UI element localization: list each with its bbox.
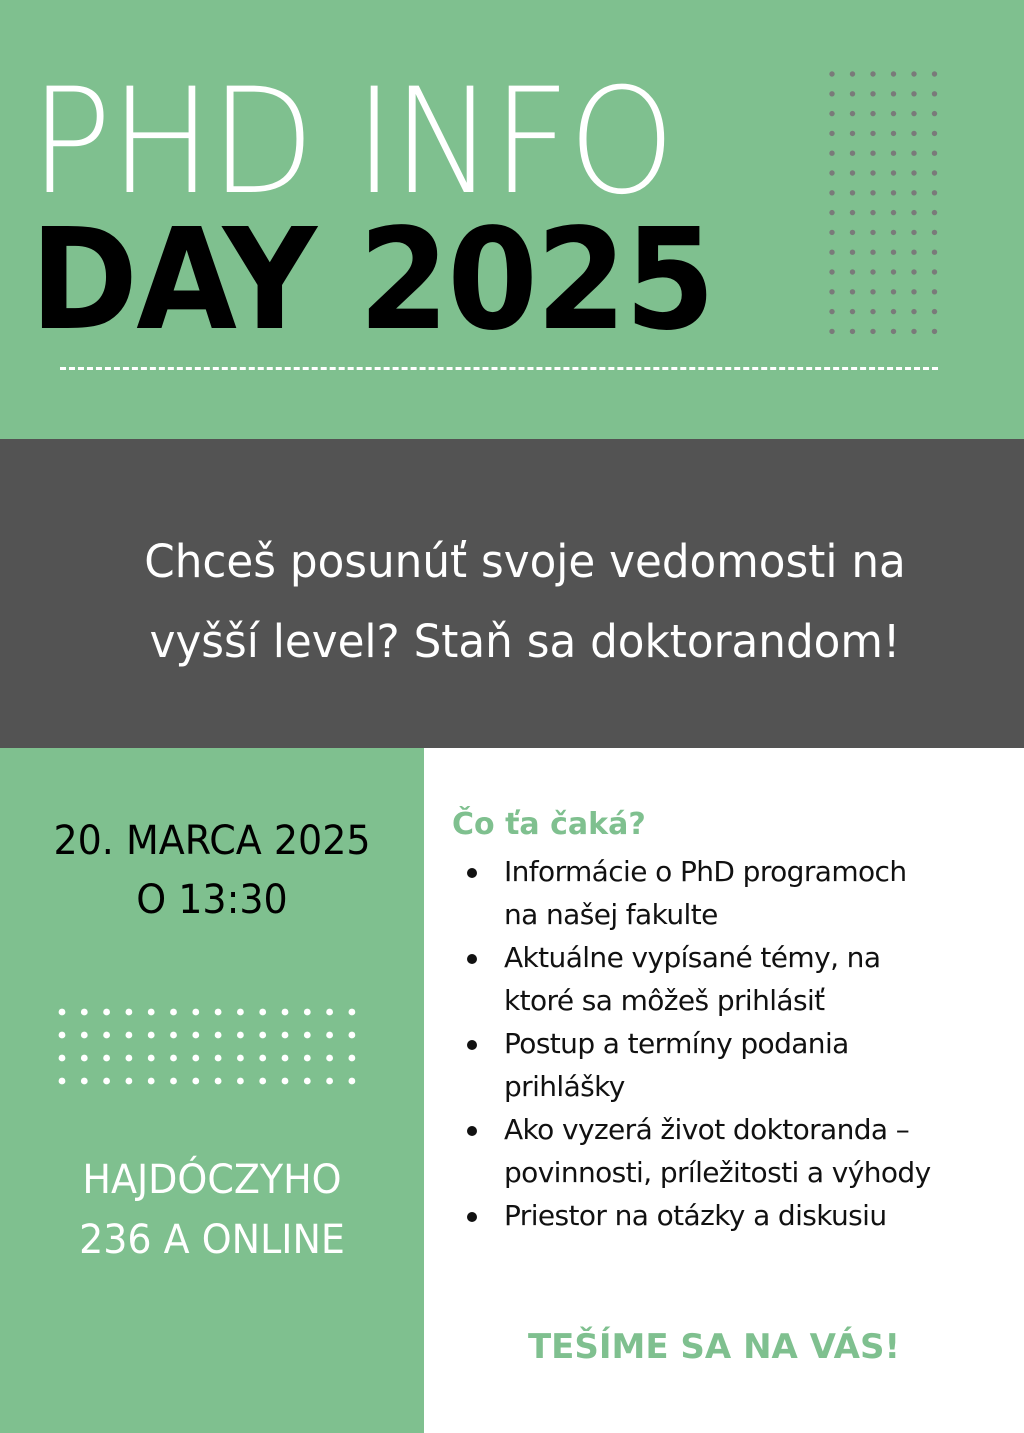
bullet-icon — [467, 954, 477, 964]
dot — [59, 1032, 66, 1039]
dot — [170, 1078, 177, 1085]
dot — [870, 329, 875, 334]
dot — [932, 250, 937, 255]
dot — [282, 1078, 289, 1085]
dot — [911, 210, 916, 215]
dot — [81, 1009, 88, 1016]
dot — [326, 1032, 333, 1039]
agenda-item-line: prihlášky — [504, 1070, 625, 1103]
dot — [829, 151, 834, 156]
dot — [850, 230, 855, 235]
dot — [911, 151, 916, 156]
dot — [259, 1078, 266, 1085]
dot — [911, 230, 916, 235]
dot — [237, 1032, 244, 1039]
dot — [148, 1009, 155, 1016]
agenda-item — [452, 1108, 1012, 1194]
bullet-icon — [467, 868, 477, 878]
agenda-item — [452, 1022, 1012, 1108]
dot — [911, 269, 916, 274]
dot — [148, 1032, 155, 1039]
dot — [126, 1055, 133, 1062]
dot — [911, 91, 916, 96]
dot — [911, 250, 916, 255]
tagline-text — [35, 522, 1015, 682]
dot — [891, 269, 896, 274]
dot — [911, 170, 916, 175]
dot — [349, 1009, 356, 1016]
dot — [81, 1055, 88, 1062]
dot — [891, 111, 896, 116]
dot — [932, 91, 937, 96]
dot — [259, 1032, 266, 1039]
dot — [103, 1055, 110, 1062]
dot — [891, 329, 896, 334]
bullet-icon — [467, 1126, 477, 1136]
dot — [192, 1009, 199, 1016]
dot — [215, 1009, 222, 1016]
agenda-item — [452, 850, 1012, 936]
agenda-heading: Čo ťa čaká? — [452, 807, 646, 842]
dot — [911, 309, 916, 314]
dot — [850, 329, 855, 334]
dot — [829, 111, 834, 116]
dot — [59, 1078, 66, 1085]
dot — [829, 71, 834, 76]
dot — [911, 131, 916, 136]
title-line-1: PHD INFO — [30, 57, 674, 227]
dot — [326, 1078, 333, 1085]
dot — [103, 1032, 110, 1039]
dot — [349, 1078, 356, 1085]
agenda-panel — [424, 748, 1024, 1433]
dot — [870, 170, 875, 175]
dot — [870, 151, 875, 156]
dot — [911, 190, 916, 195]
dot — [870, 71, 875, 76]
dot — [891, 91, 896, 96]
dot — [237, 1055, 244, 1062]
dot — [829, 131, 834, 136]
closing-message: TEŠÍME SA NA VÁS! — [527, 1327, 900, 1367]
dot — [850, 151, 855, 156]
dot — [829, 91, 834, 96]
agenda-item-line: Informácie o PhD programoch — [504, 855, 907, 888]
dot — [304, 1009, 311, 1016]
event-venue — [11, 1150, 414, 1270]
dot — [850, 111, 855, 116]
dot — [59, 1009, 66, 1016]
tagline-line-2: vyšší level? Staň sa doktorandom! — [149, 615, 901, 668]
dot — [870, 131, 875, 136]
dot — [237, 1078, 244, 1085]
dot — [891, 151, 896, 156]
agenda-list — [452, 850, 1012, 1237]
dot — [870, 111, 875, 116]
dot — [850, 210, 855, 215]
dot — [81, 1078, 88, 1085]
dot — [148, 1055, 155, 1062]
dot — [850, 131, 855, 136]
dot — [170, 1055, 177, 1062]
dot — [215, 1055, 222, 1062]
tagline-line-1: Chceš posunúť svoje vedomosti na — [144, 535, 906, 588]
dot — [215, 1078, 222, 1085]
agenda-item-line: ktoré sa môžeš prihlásiť — [504, 984, 825, 1017]
dot — [81, 1032, 88, 1039]
dot — [304, 1055, 311, 1062]
dot — [282, 1009, 289, 1016]
agenda-item-line: povinnosti, príležitosti a výhody — [504, 1156, 931, 1189]
dot — [932, 210, 937, 215]
dot — [850, 289, 855, 294]
dot — [326, 1055, 333, 1062]
dot — [259, 1009, 266, 1016]
dot — [349, 1032, 356, 1039]
agenda-item-line: Aktuálne vypísané témy, na — [504, 941, 881, 974]
dot — [170, 1032, 177, 1039]
dashed-divider — [60, 367, 938, 370]
dot — [850, 190, 855, 195]
dot — [891, 71, 896, 76]
dot — [192, 1032, 199, 1039]
agenda-item — [452, 936, 1012, 1022]
dot — [829, 329, 834, 334]
dot — [850, 250, 855, 255]
dot — [59, 1055, 66, 1062]
dot — [850, 71, 855, 76]
dot — [850, 91, 855, 96]
dot — [829, 230, 834, 235]
dot — [932, 289, 937, 294]
agenda-item — [452, 1194, 1012, 1237]
dot — [932, 111, 937, 116]
dot — [259, 1055, 266, 1062]
dot — [829, 269, 834, 274]
dot — [870, 309, 875, 314]
dot — [829, 190, 834, 195]
dot — [126, 1032, 133, 1039]
dot — [891, 289, 896, 294]
agenda-item-line: Ako vyzerá život doktoranda – — [504, 1113, 910, 1146]
dot — [103, 1009, 110, 1016]
dot — [126, 1078, 133, 1085]
dot — [850, 309, 855, 314]
dot — [192, 1055, 199, 1062]
dot — [911, 329, 916, 334]
event-date-time — [11, 812, 414, 930]
venue-line-1: HAJDÓCZYHO — [82, 1157, 342, 1203]
dot-grid-decoration-left — [56, 1006, 376, 1096]
dot-grid-decoration-top — [826, 68, 946, 348]
dot — [829, 289, 834, 294]
dot — [911, 71, 916, 76]
dot — [829, 309, 834, 314]
event-time: O 13:30 — [136, 877, 288, 923]
dot — [870, 91, 875, 96]
dot — [932, 190, 937, 195]
event-date: 20. MARCA 2025 — [53, 818, 371, 864]
dot — [192, 1078, 199, 1085]
bullet-icon — [467, 1212, 477, 1222]
dot — [932, 269, 937, 274]
dot — [870, 230, 875, 235]
bullet-icon — [467, 1040, 477, 1050]
dot — [932, 131, 937, 136]
dot — [891, 190, 896, 195]
dot — [911, 111, 916, 116]
dot — [829, 210, 834, 215]
dot — [870, 289, 875, 294]
dot — [326, 1009, 333, 1016]
dot — [911, 289, 916, 294]
dot — [891, 210, 896, 215]
dot — [870, 190, 875, 195]
dot — [170, 1009, 177, 1016]
venue-line-2: 236 A ONLINE — [79, 1217, 345, 1263]
dot — [932, 329, 937, 334]
dot — [870, 210, 875, 215]
dot — [829, 170, 834, 175]
dot — [870, 250, 875, 255]
dot — [304, 1032, 311, 1039]
dot — [932, 309, 937, 314]
dot — [126, 1009, 133, 1016]
dot — [932, 230, 937, 235]
dot — [850, 269, 855, 274]
dot — [349, 1055, 356, 1062]
dot — [891, 170, 896, 175]
dot — [891, 131, 896, 136]
dot — [932, 151, 937, 156]
agenda-item-line: Priestor na otázky a diskusiu — [504, 1199, 887, 1232]
dot — [932, 170, 937, 175]
header-section — [0, 0, 1024, 439]
dot — [304, 1078, 311, 1085]
title-line-2: DAY 2025 — [30, 199, 714, 362]
dot — [850, 170, 855, 175]
dot — [829, 250, 834, 255]
dot — [891, 250, 896, 255]
dot — [282, 1055, 289, 1062]
dot — [932, 71, 937, 76]
agenda-item-line: Postup a termíny podania — [504, 1027, 849, 1060]
agenda-item-line: na našej fakulte — [504, 898, 718, 931]
dot — [215, 1032, 222, 1039]
dot — [103, 1078, 110, 1085]
dot — [282, 1032, 289, 1039]
dot — [148, 1078, 155, 1085]
dot — [891, 230, 896, 235]
dot — [891, 309, 896, 314]
dot — [870, 269, 875, 274]
dot — [237, 1009, 244, 1016]
